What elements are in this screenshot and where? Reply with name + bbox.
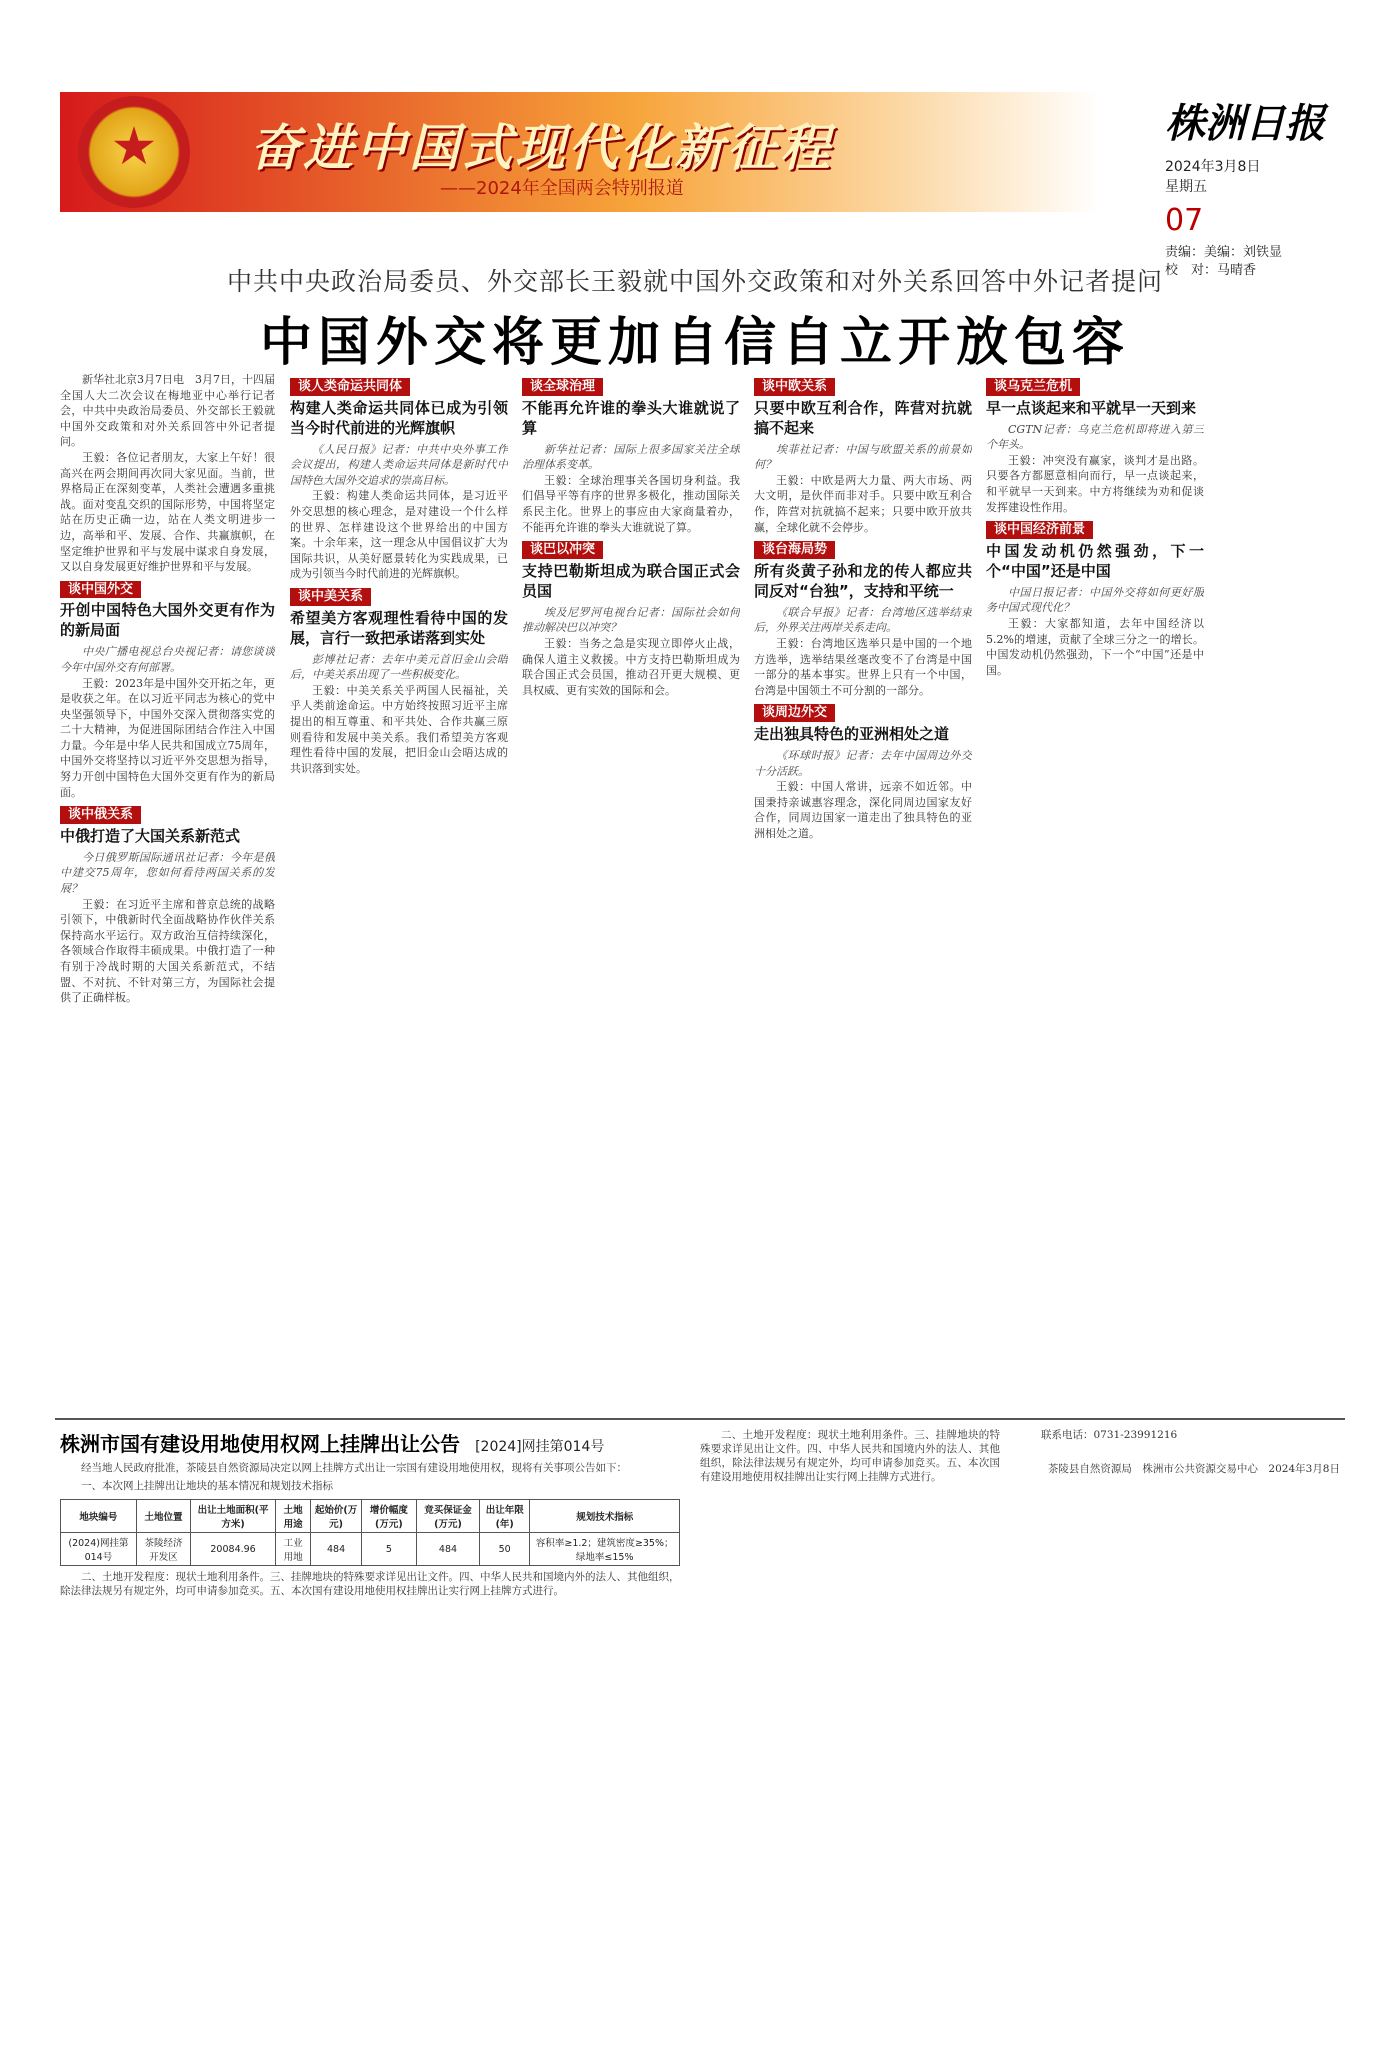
section-tag: 谈中欧关系 bbox=[754, 378, 835, 396]
special-report-banner bbox=[60, 92, 1100, 212]
table-header: 土地位置 bbox=[136, 1500, 190, 1533]
answer: 王毅：冲突没有赢家，谈判才是出路。只要各方都愿意相向而行，早一点谈起来，和平就早一天到来。中方将继续为劝和促谈发挥建设性作用。 bbox=[986, 453, 1204, 514]
table-cell: 茶陵经济开发区 bbox=[136, 1533, 190, 1566]
question: 彭博社记者：去年中美元首旧金山会晤后，中美关系出现了一些积极变化。 bbox=[290, 652, 508, 682]
section-tag: 谈全球治理 bbox=[522, 378, 603, 396]
notice-title: 株洲市国有建设用地使用权网上挂牌出让公告 bbox=[60, 1432, 460, 1456]
section-head: 不能再允许谁的拳头大谁就说了算 bbox=[522, 398, 740, 437]
section-tag: 谈中国外交 bbox=[60, 581, 141, 599]
newspaper-name: 株洲日报 bbox=[1165, 100, 1325, 147]
question: 中国日报记者：中国外交将如何更好服务中国式现代化？ bbox=[986, 585, 1204, 615]
section-head: 走出独具特色的亚洲相处之道 bbox=[754, 724, 950, 743]
table-cell: 50 bbox=[480, 1533, 530, 1566]
question: 新华社记者：国际上很多国家关注全球治理体系变革。 bbox=[522, 442, 740, 472]
answer: 王毅：中欧是两大力量、两大市场、两大文明，是伙伴而非对手。只要中欧互利合作，阵营对抗就搞不起来；只要中欧开放共赢，全球化就不会停步。 bbox=[754, 473, 972, 534]
notice-intro: 经当地人民政府批准，茶陵县自然资源局决定以网上挂牌方式出让一宗国有建设用地使用权，现将有关事项公告如下： bbox=[81, 1462, 627, 1474]
question: 中央广播电视总台央视记者：请您谈谈今年中国外交有何部署。 bbox=[60, 645, 275, 674]
notice-subheading: 一、本次网上挂牌出让地块的基本情况和规划技术指标 bbox=[81, 1480, 333, 1492]
table-cell: 工业用地 bbox=[275, 1533, 310, 1566]
section-tag: 谈人类命运共同体 bbox=[290, 378, 410, 396]
banner-subtitle: ——2024年全国两会特别报道 bbox=[440, 178, 684, 199]
table-cell: 20084.96 bbox=[191, 1533, 276, 1566]
question: CGTN记者：乌克兰危机即将进入第三个年头。 bbox=[986, 422, 1204, 452]
notice-body: 二、土地开发程度：现状土地利用条件。三、挂牌地块的特殊要求详见出让文件。四、中华人民共和国境内外的法人、其他组织，除法律法规另有规定外，均可申请参加竞买。五、本次国有建设用地使用权挂牌出让实行网上挂牌方式进行。 bbox=[60, 1571, 680, 1597]
section-tag: 谈巴以冲突 bbox=[522, 541, 603, 559]
section-head: 希望美方客观理性看待中国的发展，言行一致把承诺落到实处 bbox=[290, 608, 508, 647]
table-header: 增价幅度(万元) bbox=[361, 1500, 416, 1533]
section-head: 只要中欧互利合作，阵营对抗就搞不起来 bbox=[754, 398, 972, 437]
answer: 王毅：大家都知道，去年中国经济以5.2%的增速，贡献了全球三分之一的增长。中国发动机仍然强劲，下一个“中国”还是中国。 bbox=[986, 616, 1204, 677]
section-head: 支持巴勒斯坦成为联合国正式会员国 bbox=[522, 561, 740, 600]
article-column-5 bbox=[986, 372, 1204, 1412]
section-tag: 谈中国经济前景 bbox=[986, 521, 1093, 539]
issue-date: 2024年3月8日 bbox=[1165, 159, 1261, 175]
masthead bbox=[1165, 92, 1365, 280]
section-tag: 谈周边外交 bbox=[754, 704, 835, 722]
table-header: 起始价(万元) bbox=[311, 1500, 361, 1533]
table-header: 土地用途 bbox=[275, 1500, 310, 1533]
section-tag: 谈台海局势 bbox=[754, 541, 835, 559]
question: 《联合早报》记者：台湾地区选举结束后，外界关注两岸关系走向。 bbox=[754, 605, 972, 635]
section-tag: 谈乌克兰危机 bbox=[986, 378, 1080, 396]
article-column-1 bbox=[60, 372, 275, 1412]
page-number: 07 bbox=[1165, 203, 1204, 238]
table-cell: (2024)网挂第014号 bbox=[61, 1533, 137, 1566]
table-header: 竞买保证金(万元) bbox=[417, 1500, 480, 1533]
article-column-3 bbox=[522, 372, 740, 1412]
article-column-2 bbox=[290, 372, 508, 1412]
table-cell: 容积率≥1.2；建筑密度≥35%；绿地率≤15% bbox=[530, 1533, 680, 1566]
section-divider bbox=[55, 1418, 1345, 1420]
section-head: 早一点谈起来和平就早一天到来 bbox=[986, 398, 1197, 417]
issue-weekday: 星期五 bbox=[1165, 179, 1207, 195]
parcel-table bbox=[60, 1499, 680, 1566]
answer: 王毅：中国人常讲，远亲不如近邻。中国秉持亲诚惠容理念，深化同周边国家友好合作，同周边国家一道走出了独具特色的亚洲相处之道。 bbox=[754, 780, 972, 840]
section-head: 中国发动机仍然强劲，下一个“中国”还是中国 bbox=[986, 541, 1204, 580]
question: 埃及尼罗河电视台记者：国际社会如何推动解决巴以冲突？ bbox=[522, 605, 740, 635]
article-column-4 bbox=[754, 372, 972, 1412]
question: 埃菲社记者：中国与欧盟关系的前景如何？ bbox=[754, 442, 972, 472]
notice-body-continued: 二、土地开发程度：现状土地利用条件。三、挂牌地块的特殊要求详见出让文件。四、中华人民共和国境内外的法人、其他组织，除法律法规另有规定外，均可申请参加竞买。五、本次国有建设用地使用权挂牌出让实行网上挂牌方式进行。 bbox=[700, 1429, 1000, 1483]
notice-column-2 bbox=[700, 1428, 1000, 2028]
table-cell: 5 bbox=[361, 1533, 416, 1566]
table-header: 地块编号 bbox=[61, 1500, 137, 1533]
question: 今日俄罗斯国际通讯社记者：今年是俄中建交75周年，您如何看待两国关系的发展？ bbox=[60, 850, 275, 896]
answer: 王毅：当务之急是实现立即停火止战，确保人道主义救援。中方支持巴勒斯坦成为联合国正式会员国，推动召开更大规模、更具权威、更有实效的国际和会。 bbox=[522, 636, 740, 697]
editor-credit: 责编：美编：刘铁显 bbox=[1165, 245, 1283, 260]
table-cell: 484 bbox=[417, 1533, 480, 1566]
article-lead: 新华社北京3月7日电 3月7日，十四届全国人大二次会议在梅地亚中心举行记者会，中共中央政治局委员、外交部长王毅就中国外交政策和对外关系回答中外记者提问。 bbox=[60, 373, 275, 449]
notice-column-3 bbox=[1020, 1428, 1340, 2028]
banner-title: 奋进中国式现代化新征程 bbox=[250, 119, 833, 177]
answer: 王毅：2023年是中国外交开拓之年，更是收获之年。在以习近平同志为核心的党中央坚强领导下，中国外交深入贯彻落实党的二十大精神，为促进国际团结合作注入中国力量。今年是中华人民共和国成立75周年，中国外交将坚持以习近平外交思想为指导，努力开创中国特色大国外交更有作为的新局面。 bbox=[60, 676, 275, 799]
headline: 中国外交将更加自信自立开放包容 bbox=[259, 313, 1130, 373]
answer: 王毅：台湾地区选举只是中国的一个地方选举，选举结果丝毫改变不了台湾是中国一部分的基本事实。世界上只有一个中国，台湾是中国领土不可分割的一部分。 bbox=[754, 636, 972, 697]
question: 《人民日报》记者：中共中央外事工作会议提出，构建人类命运共同体是新时代中国特色大国外交追求的崇高目标。 bbox=[290, 442, 508, 487]
land-auction-notice bbox=[60, 1428, 680, 1598]
question: 《环球时报》记者：去年中国周边外交十分活跃。 bbox=[754, 748, 972, 778]
section-head: 中俄打造了大国关系新范式 bbox=[60, 826, 241, 845]
answer: 王毅：构建人类命运共同体，是习近平外交思想的核心理念，是对建设一个什么样的世界、怎样建设这个世界给出的中国方案。十余年来，这一理念从中国倡议扩大为国际共识，从美好愿景转化为实践成果，已成为引领当今时代前进的光辉旗帜。 bbox=[290, 489, 508, 581]
table-header: 出让土地面积(平方米) bbox=[191, 1500, 276, 1533]
table-row bbox=[61, 1533, 680, 1566]
national-emblem-icon bbox=[78, 96, 190, 208]
section-head: 开创中国特色大国外交更有作为的新局面 bbox=[60, 601, 275, 640]
notice-signature: 茶陵县自然资源局 株洲市公共资源交易中心 2024年3月8日 bbox=[1047, 1463, 1340, 1475]
notice-contact: 联系电话：0731-23991216 bbox=[1041, 1429, 1178, 1441]
table-header: 出让年限(年) bbox=[480, 1500, 530, 1533]
notice-number: [2024]网挂第014号 bbox=[475, 1439, 605, 1455]
article-intro: 王毅：各位记者朋友，大家上午好！很高兴在两会期间再次同大家见面。当前，世界格局正在深刻变革，人类社会遭遇多重挑战。面对变乱交织的国际形势，中国将坚定站在历史正确一边，站在人类文明进步一边，高举和平、发展、合作、共赢旗帜，在坚定维护世界和平与发展中谋求自身发展，又以自身发展更好维护世界和平与发展。 bbox=[60, 450, 275, 574]
section-head: 所有炎黄子孙和龙的传人都应共同反对“台独”，支持和平统一 bbox=[754, 561, 972, 600]
section-head: 构建人类命运共同体已成为引领当今时代前进的光辉旗帜 bbox=[290, 398, 508, 437]
table-header: 规划技术指标 bbox=[530, 1500, 680, 1533]
answer: 王毅：在习近平主席和普京总统的战略引领下，中俄新时代全面战略协作伙伴关系保持高水平运行。双方政治互信持续深化，各领域合作取得丰硕成果。中俄打造了一种有别于冷战时期的大国关系新范式，不结盟、不对抗、不针对第三方，为国际社会提供了正确样板。 bbox=[60, 897, 275, 1005]
section-tag: 谈中美关系 bbox=[290, 588, 371, 606]
answer: 王毅：中美关系关乎两国人民福祉，关乎人类前途命运。中方始终按照习近平主席提出的相互尊重、和平共处、合作共赢三原则看待和发展中美关系。我们希望美方客观理性看待中国的发展，把旧金山会晤达成的共识落到实处。 bbox=[290, 683, 508, 775]
table-cell: 484 bbox=[311, 1533, 361, 1566]
answer: 王毅：全球治理事关各国切身利益。我们倡导平等有序的世界多极化，推动国际关系民主化。世界上的事应由大家商量着办，不能再允许谁的拳头大谁就说了算。 bbox=[522, 473, 740, 534]
proof-credit: 校 对：马晴香 bbox=[1165, 263, 1257, 278]
section-tag: 谈中俄关系 bbox=[60, 806, 141, 824]
headline-kicker: 中共中央政治局委员、外交部长王毅就中国外交政策和对外关系回答中外记者提问 bbox=[226, 267, 1163, 296]
